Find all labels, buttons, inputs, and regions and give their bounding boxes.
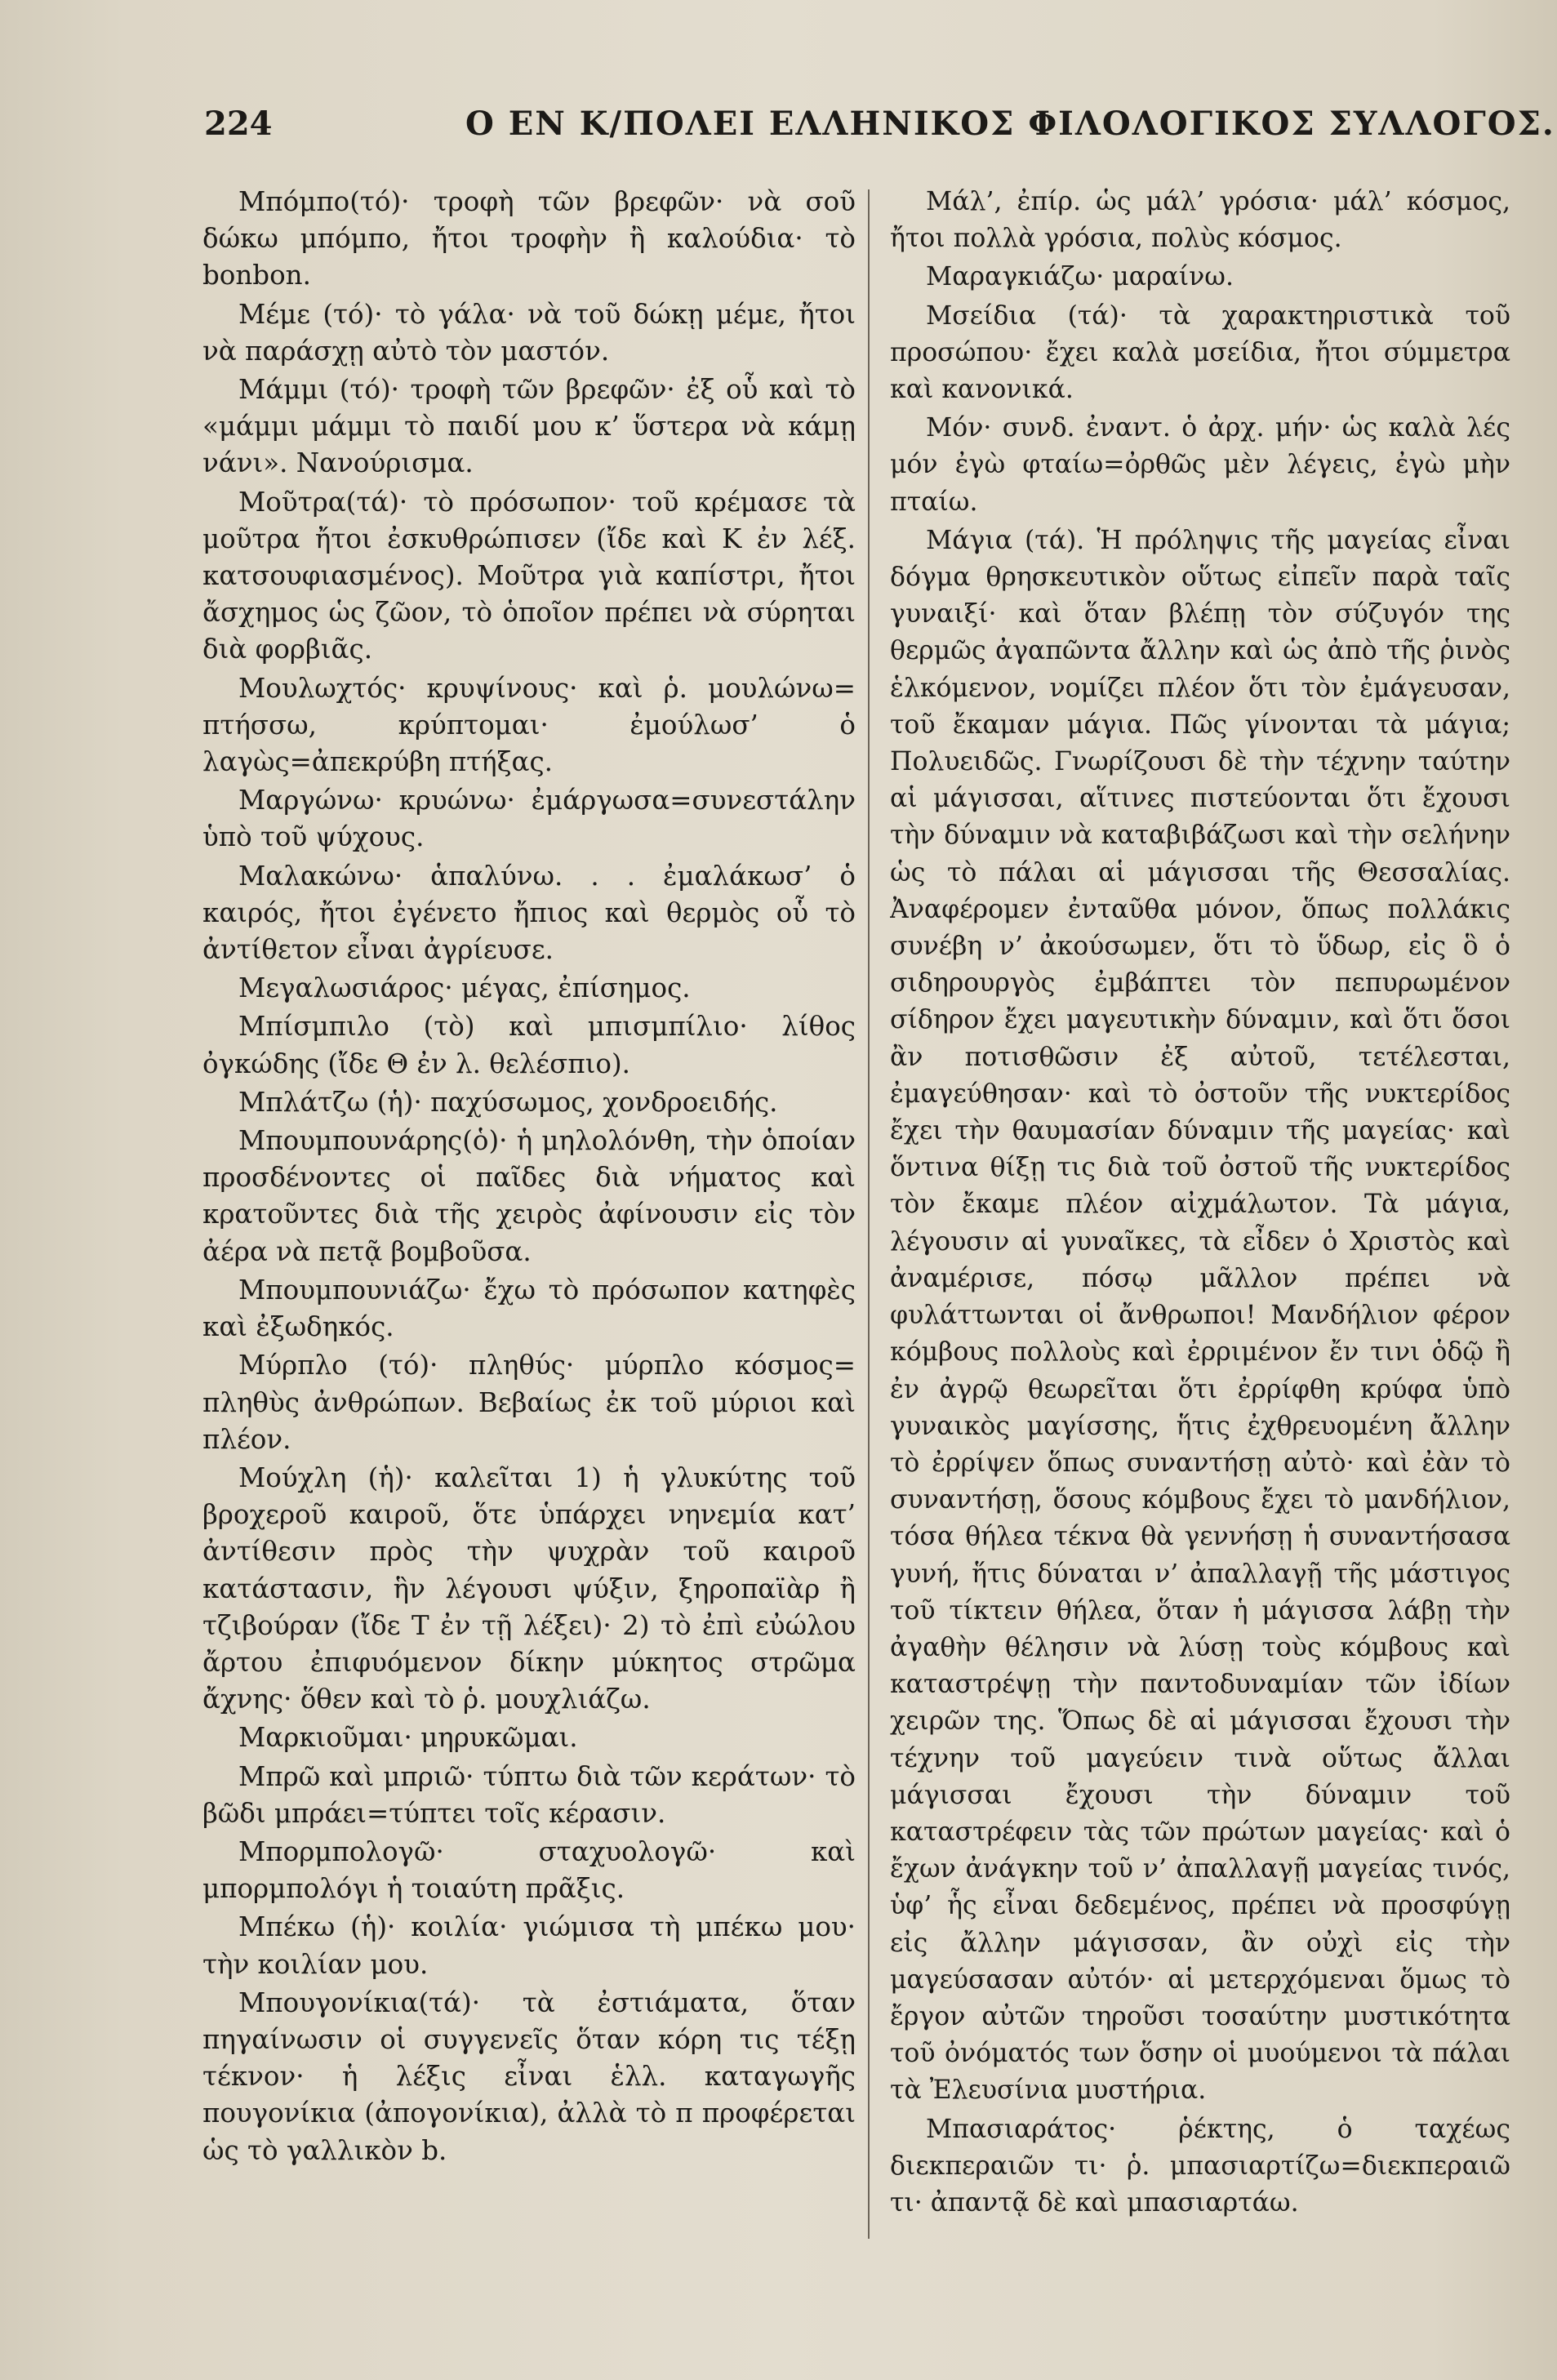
- dictionary-entry: Μπασιαράτος· ῥέκτης, ὁ ταχέως διεκπεραιῶν τι· ῥ. μπασιαρτίζω=διεκπεραιῶ τι· ἀπαντᾷ δὲ καὶ μπασιαρτάω.: [890, 2114, 1510, 2218]
- dictionary-entry: Μπίσμπιλο (τὸ) καὶ μπισμπίλιο· λίθος ὀγκώδης (ἴδε Θ ἐν λ. θελέσπιο).: [202, 1011, 856, 1079]
- dictionary-entry: Μσείδια (τά)· τὰ χαρακτηριστικὰ τοῦ προσώπου· ἔχει καλὰ μσείδια, ἤτοι σύμμετρα καὶ κανονικά.: [890, 300, 1510, 405]
- dictionary-entry: Μπουμπουνιάζω· ἔχω τὸ πρόσωπον κατηφὲς καὶ ἐξωδηκός.: [202, 1274, 856, 1343]
- dictionary-entry: Μπλάτζω (ἡ)· παχύσωμος, χονδροειδής.: [238, 1086, 778, 1118]
- dictionary-entry: Μύρπλο (τό)· πληθύς· μύρπλο κόσμος= πληθὺς ἀνθρώπων. Βεβαίως ἐκ τοῦ μύριοι καὶ πλέον.: [202, 1350, 856, 1455]
- running-title: Ο ΕΝ Κ/ΠΟΛΕΙ ΕΛΛΗΝΙΚΟΣ ΦΙΛΟΛΟΓΙΚΟΣ ΣΥΛΛΟΓΟΣ.: [465, 105, 1555, 143]
- dictionary-entry: Μάγια (τά). Ἡ πρόληψις τῆς μαγείας εἶναι δόγμα θρησκευτικὸν οὕτως εἰπεῖν παρὰ ταῖς γυναιξί· καὶ ὅταν βλέπῃ τὸν σύζυγόν της θερμῶς ἀγαπῶντα ἄλλην καὶ ὡς ἀπὸ τῆς ῥινὸς ἑλκόμενον, νομίζει πλέον ὅτι τὸν ἐμάγευσαν, τοῦ ἔκαμαν μάγια. Πῶς γίνονται τὰ μάγια; Πολυειδῶς. Γνωρίζουσι δὲ τὴν τέχνην ταύτην αἱ μάγισσαι, αἵτινες πιστεύονται ὅτι ἔχουσι τὴν δύναμιν νὰ καταβιβάζωσι καὶ τὴν σελήνην ὡς τὸ πάλαι αἱ μάγισσαι τῆς Θεσσαλίας. Ἀναφέρομεν ἐνταῦθα μόνον, ὅπως πολλάκις συνέβη ν’ ἀκούσωμεν, ὅτι τὸ ὕδωρ, εἰς ὃ ὁ σιδηρουργὸς ἐμβάπτει τὸν πεπυρωμένον σίδηρον ἔχει μαγευτικὴν δύναμιν, καὶ ὅτι ὅσοι ἂν ποτισθῶσιν ἐξ αὐτοῦ, τετέλεσται, ἐμαγεύθησαν· καὶ τὸ ὀστοῦν τῆς νυκτερίδος ἔχει τὴν θαυμασίαν δύναμιν τῆς μαγείας· καὶ ὅντινα θίξῃ τις διὰ τοῦ ὀστοῦ τῆς νυκτερίδος τὸν ἔκαμε πλέον αἰχμάλωτον. Τὰ μάγια, λέγουσιν αἱ γυναῖκες, τὰ εἶδεν ὁ Χριστὸς καὶ ἀναμέρισε, πόσῳ μᾶλλον πρέπει νὰ φυλάττωνται οἱ ἄνθρωποι! Μανδήλιον φέρον κόμβους πολλοὺς καὶ ἐρριμένον ἔν τινι ὁδῷ ἢ ἐν ἀγρῷ θεωρεῖται ὅτι ἐρρίφθη κρύφα ὑπὸ γυναικὸς μαγίσσης, ἥτις ἐχθρευομένη ἄλλην τὸ ἐρρίψεν ὅπως συναντήσῃ αὐτὸ· καὶ ἐὰν τὸ συναντήσῃ, ὅσους κόμβους ἔχει τὸ μανδήλιον, τόσα θήλεα τέκνα θὰ γεννήσῃ ἡ συναντήσασα γυνή, ἥτις δύναται ν’ ἀπαλλαγῇ τῆς μάστιγος τοῦ τίκτειν θήλεα, ὅταν ἡ μάγισσα λάβῃ τὴν ἀγαθὴν θέλησιν νὰ λύσῃ τοὺς κόμβους καὶ καταστρέψῃ τὴν παντοδυναμίαν τῶν ἰδίων χειρῶν της. Ὅπως δὲ αἱ μάγισσαι ἔχουσι τὴν τέχνην τοῦ μαγεύειν τινὰ οὕτως ἄλλαι μάγισσαι ἔχουσι τὴν δύναμιν τοῦ καταστρέφειν τὰς τῶν πρώτων μαγείας· καὶ ὁ ἔχων ἀνάγκην τοῦ ν’ ἀπαλλαγῇ μαγείας τινός, ὑφ’ ἧς εἶναι δεδεμένος, πρέπει νὰ προσφύγῃ εἰς ἄλλην μάγισσαν, ἂν οὐχὶ εἰς τὴν μαγεύσασαν αὐτόν· αἱ μετερχόμεναι ὅμως τὸ ἔργον αὐτῶν τηροῦσι τοσαύτην μυστικότητα τοῦ ὀνόματός των ὅσην οἱ μυούμενοι τὰ πάλαι τὰ Ἐλευσίνια μυστήρια.: [890, 525, 1510, 2106]
- dictionary-entry: Μέμε (τό)· τὸ γάλα· νὰ τοῦ δώκῃ μέμε, ἤτοι νὰ παράσχῃ αὐτὸ τὸν μαστόν.: [202, 298, 856, 367]
- dictionary-entry: Μπορμπολογῶ· σταχυολογῶ· καὶ μπορμπολόγι ἡ τοιαύτη πρᾶξις.: [202, 1835, 856, 1905]
- dictionary-entry: Μπόμπο(τό)· τροφὴ τῶν βρεφῶν· νὰ σοῦ δώκω μπόμπο, ἤτοι τροφὴν ἢ καλούδια· τὸ bonbon.: [202, 186, 856, 291]
- dictionary-entry: Μπρῶ καὶ μπριῶ· τύπτω διὰ τῶν κεράτων· τὸ βῶδι μπράει=τύπτει τοῖς κέρασιν.: [202, 1760, 856, 1829]
- dictionary-entry: Μούχλη (ἡ)· καλεῖται 1) ἡ γλυκύτης τοῦ βροχεροῦ καιροῦ, ὅτε ὑπάρχει νηνεμία κατ’ ἀντίθεσιν πρὸς τὴν ψυχρὰν τοῦ καιροῦ κατάστασιν, ἣν λέγουσι ψύξιν, ξηροπαϊὰρ ἢ τζιβούραν (ἴδε Τ ἐν τῇ λέξει)· 2) τὸ ἐπὶ εὐώλου ἄρτου ἐπιφυόμενον δίκην μύκητος στρῶμα ἄχνης· ὅθεν καὶ τὸ ῥ. μουχλιάζω.: [202, 1461, 856, 1715]
- dictionary-entry: Μοῦτρα(τά)· τὸ πρόσωπον· τοῦ κρέμασε τὰ μοῦτρα ἤτοι ἐσκυθρώπισεν (ἴδε καὶ Κ ἐν λέξ. κατσουφιασμένος). Μοῦτρα γιὰ καπίστρι, ἤτοι ἄσχημος ὡς ζῶον, τὸ ὁποῖον πρέπει νὰ σύρηται διὰ φορβιᾶς.: [202, 486, 856, 665]
- dictionary-entry: Μουλωχτός· κρυψίνους· καὶ ῥ. μουλώνω= πτήσσω, κρύπτομαι· ἐμούλωσ’ ὁ λαγὼς=ἀπεκρύβη πτήξας.: [202, 672, 856, 778]
- page-header: [204, 105, 1555, 162]
- dictionary-entry: Μπουμπουνάρης(ὁ)· ἡ μηλολόνθη, τὴν ὁποίαν προσδένοντες οἱ παῖδες διὰ νήματος καὶ κρατοῦντες διὰ τῆς χειρὸς ἀφίνουσιν εἰς τὸν ἀέρα νὰ πετᾷ βομβοῦσα.: [202, 1125, 856, 1267]
- left-column: [202, 184, 856, 2339]
- dictionary-entry: Μάλ’, ἐπίρ. ὡς μάλ’ γρόσια· μάλ’ κόσμος, ἤτοι πολλὰ γρόσια, πολὺς κόσμος.: [890, 187, 1510, 254]
- dictionary-entry: Μαλακώνω· ἁπαλύνω. . . ἐμαλάκωσ’ ὁ καιρός, ἤτοι ἐγένετο ἤπιος καὶ θερμὸς οὗ τὸ ἀντίθετον εἶναι ἀγρίευσε.: [202, 860, 856, 966]
- dictionary-entry: Μεγαλωσιάρος· μέγας, ἐπίσημος.: [238, 972, 691, 1004]
- right-column: [890, 184, 1510, 2339]
- dictionary-entry: Μπουγονίκια(τά)· τὰ ἐστιάματα, ὅταν πηγαίνωσιν οἱ συγγενεῖς ὅταν κόρη τις τέξῃ τέκνον· ἡ λέξις εἶναι ἑλλ. καταγωγῆς πουγονίκια (ἀπογονίκια), ἀλλὰ τὸ π προφέρεται ὡς τὸ γαλλικὸν b.: [202, 1986, 856, 2166]
- page-number: 224: [204, 105, 273, 143]
- column-divider: [868, 189, 870, 2239]
- dictionary-entry: Μόν· συνδ. ἐναντ. ὁ ἀρχ. μήν· ὡς καλὰ λές μόν ἐγὼ φταίω=ὀρθῶς μὲν λέγεις, ἐγὼ μὴν πταίω.: [890, 413, 1510, 517]
- dictionary-entry: Μαραγκιάζω· μαραίνω.: [926, 262, 1234, 292]
- dictionary-entry: Μάμμι (τό)· τροφὴ τῶν βρεφῶν· ἐξ οὗ καὶ τὸ «μάμμι μάμμι τὸ παιδί μου κ’ ὕστερα νὰ κάμῃ νάνι». Νανούρισμα.: [202, 374, 856, 479]
- dictionary-entry: Μαργώνω· κρυώνω· ἐμάργωσα=συνεστάλην ὑπὸ τοῦ ψύχους.: [202, 785, 856, 853]
- dictionary-entry: Μαρκιοῦμαι· μηρυκῶμαι.: [238, 1722, 578, 1754]
- dictionary-entry: Μπέκω (ἡ)· κοιλία· γιώμισα τὴ μπέκω μου· τὴν κοιλίαν μου.: [202, 1911, 856, 1980]
